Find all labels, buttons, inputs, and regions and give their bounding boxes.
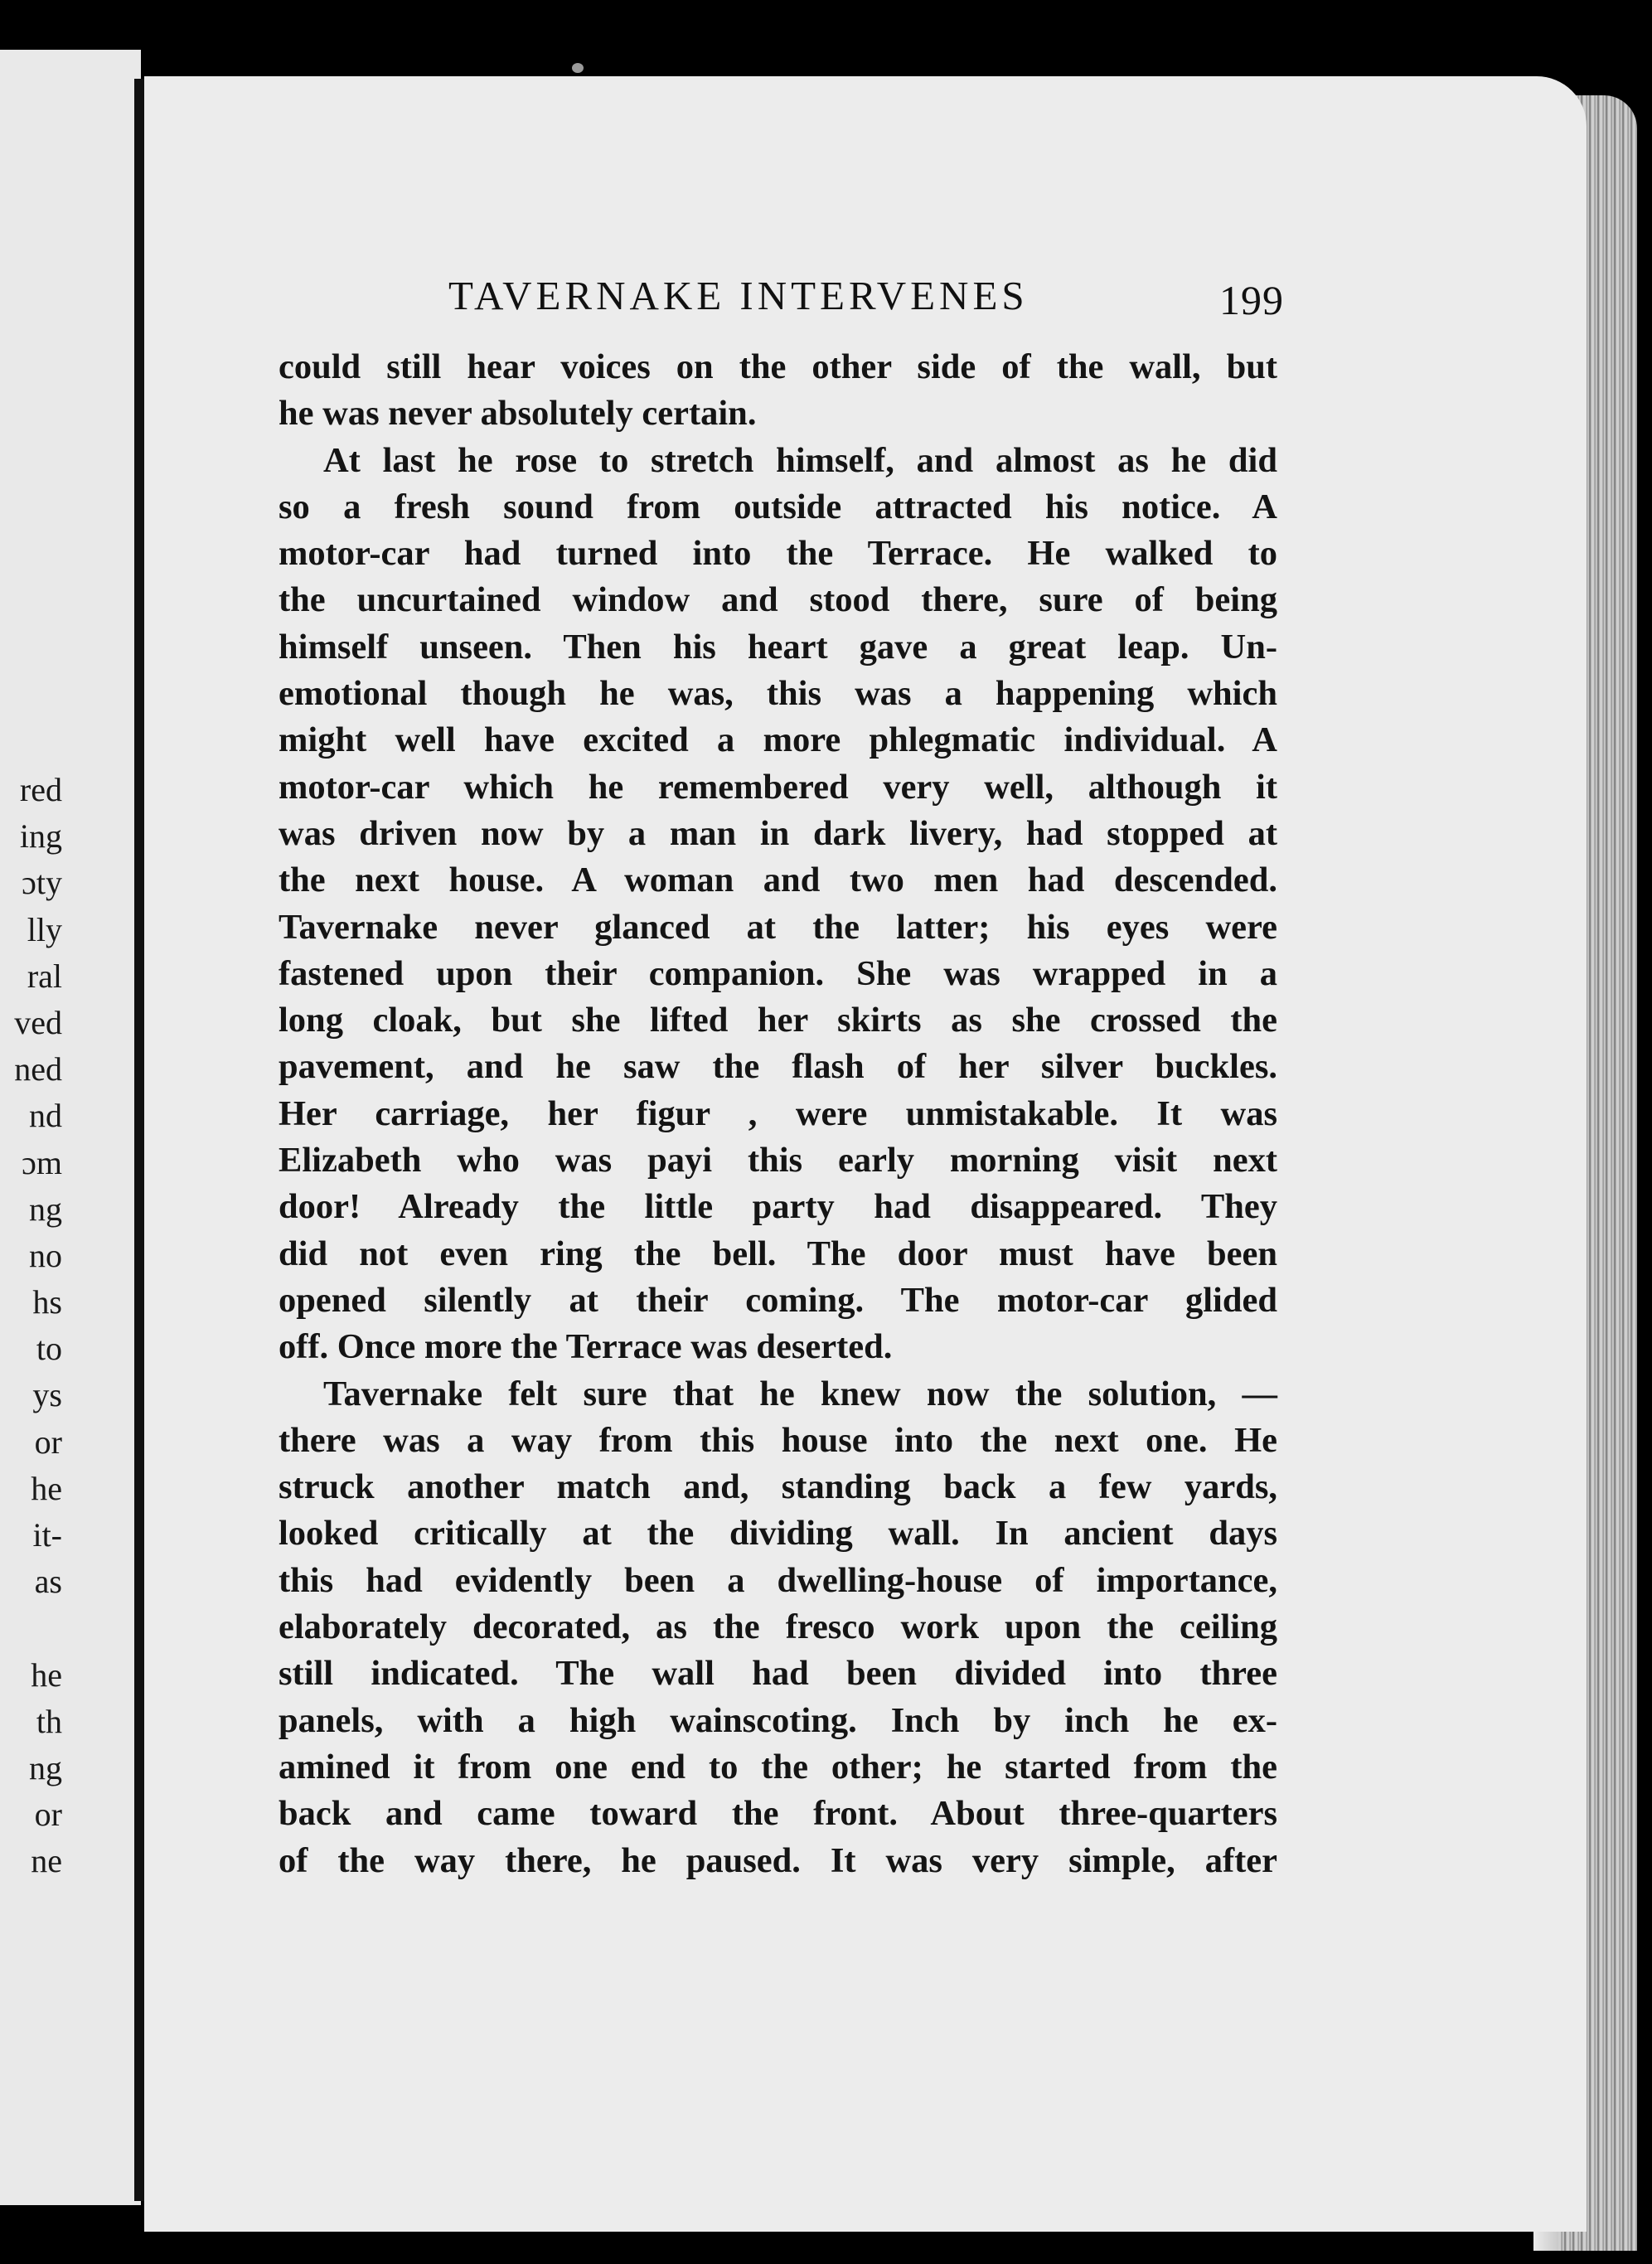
page-number: 199 <box>1219 277 1284 323</box>
text-line: Elizabeth who was payi this early morning visit next <box>279 1141 1277 1180</box>
facing-page-fragment: nd <box>29 1097 62 1135</box>
text-line: fastened upon their companion. She was wrapped in a <box>279 953 1277 993</box>
facing-page-fragment: as <box>34 1563 62 1601</box>
facing-page-fragment: it- <box>32 1516 62 1554</box>
text-line: emotional though he was, this was a happening which <box>279 674 1277 714</box>
text-line: looked critically at the dividing wall. In ancient days <box>279 1514 1277 1554</box>
facing-page-fragment <box>0 1605 62 1651</box>
text-line: was driven now by a man in dark livery, had stopped at <box>279 813 1277 853</box>
facing-page-fragment: ned <box>14 1050 62 1088</box>
text-line: pavement, and he saw the flash of her silver buckles. <box>279 1047 1277 1087</box>
facing-page-fragment: red <box>19 771 62 808</box>
text-line: the next house. A woman and two men had descended. <box>279 861 1277 900</box>
text-line: struck another match and, standing back a few yards, <box>279 1467 1277 1507</box>
facing-page-fragment: hs <box>32 1283 62 1321</box>
text-line: still indicated. The wall had been divided into three <box>279 1654 1277 1694</box>
text-line: motor-car which he remembered very well, although it <box>279 767 1277 807</box>
facing-page-fragment: ng <box>29 1748 62 1786</box>
text-line: might well have excited a more phlegmatic individual. A <box>279 720 1277 760</box>
facing-page-fragment: ɔm <box>22 1143 62 1181</box>
scan-speck <box>572 63 584 73</box>
text-line: himself unseen. Then his heart gave a great leap. Un- <box>279 627 1277 667</box>
facing-page-text <box>0 767 62 1885</box>
text-line: did not even ring the bell. The door must have been <box>279 1234 1277 1273</box>
text-line: of the way there, he paused. It was very simple, after <box>279 1840 1277 1880</box>
facing-page-fragment: to <box>36 1330 62 1368</box>
facing-page-fragment: he <box>31 1656 62 1694</box>
body-text <box>279 344 1277 1884</box>
facing-page-fragment: lly <box>27 910 62 948</box>
facing-page-fragment: ing <box>19 817 62 856</box>
facing-page-fragment: ɔty <box>22 864 62 902</box>
text-line: door! Already the little party had disappeared. They <box>279 1187 1277 1227</box>
text-line: Tavernake never glanced at the latter; his eyes were <box>279 907 1277 947</box>
text-line: long cloak, but she lifted her skirts as she crossed the <box>279 1001 1277 1040</box>
text-line: he was never absolutely certain. <box>279 394 757 434</box>
facing-page-fragment: no <box>29 1236 62 1274</box>
text-line: there was a way from this house into the next one. He <box>279 1420 1277 1460</box>
text-line: Tavernake felt sure that he knew now the solution, — <box>323 1374 1277 1413</box>
text-line: back and came toward the front. About three-quarters <box>279 1794 1277 1834</box>
text-line: this had evidently been a dwelling-house of importance, <box>279 1560 1277 1600</box>
facing-page-fragment: ng <box>29 1190 62 1228</box>
text-line: opened silently at their coming. The motor-car glided <box>279 1280 1277 1320</box>
facing-page-fragment: or <box>34 1796 62 1834</box>
facing-page-fragment: ral <box>27 957 62 995</box>
gutter-line <box>134 79 144 2201</box>
facing-page-fragment: ne <box>31 1842 62 1880</box>
text-line: panels, with a high wainscoting. Inch by inch he ex- <box>279 1700 1277 1740</box>
text-line: At last he rose to stretch himself, and almost as he did <box>323 440 1277 480</box>
facing-page-fragment: he <box>31 1469 62 1507</box>
facing-page-fragment: ved <box>14 1003 62 1041</box>
text-line: Her carriage, her figur , were unmistakable. It was <box>279 1093 1277 1133</box>
text-line: amined it from one end to the other; he started from the <box>279 1747 1277 1786</box>
text-line: the uncurtained window and stood there, sure of being <box>279 580 1277 620</box>
text-line: could still hear voices on the other side of the wall, but <box>279 347 1277 386</box>
facing-page-fragment: th <box>36 1702 62 1740</box>
text-line: motor-car had turned into the Terrace. He walked to <box>279 534 1277 574</box>
facing-page-fragment: ys <box>32 1376 62 1414</box>
text-line: elaborately decorated, as the fresco work upon the ceiling <box>279 1607 1277 1647</box>
text-line: off. Once more the Terrace was deserted. <box>279 1327 893 1367</box>
chapter-title: TAVERNAKE INTERVENES <box>448 273 1029 318</box>
running-head <box>279 267 1290 325</box>
text-line: so a fresh sound from outside attracted his notice. A <box>279 487 1277 526</box>
facing-page-fragment: or <box>34 1423 62 1461</box>
